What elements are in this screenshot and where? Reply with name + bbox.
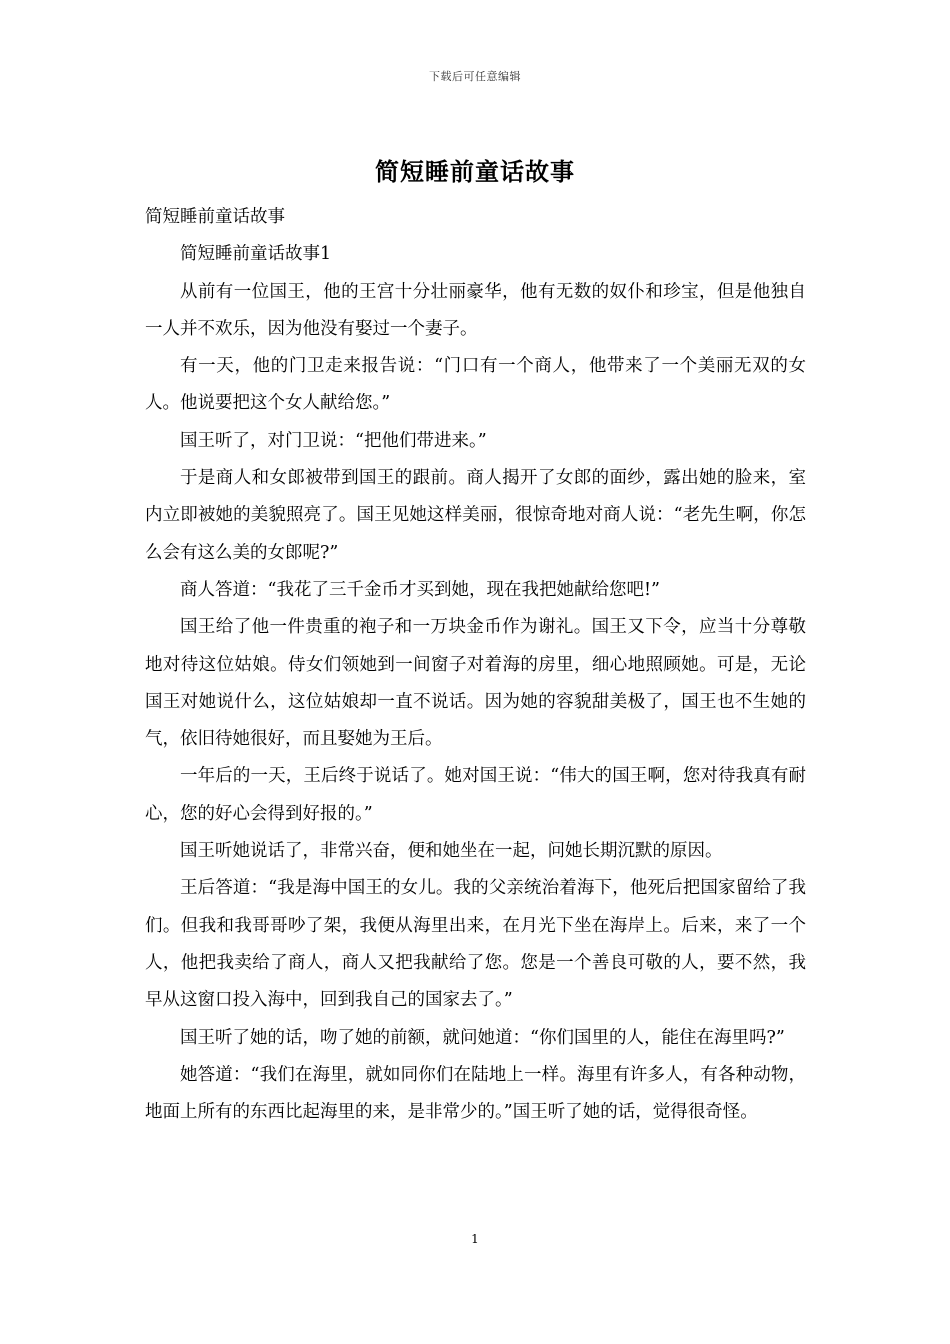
body-paragraph: 从前有一位国王，他的王宫十分壮丽豪华，他有无数的奴仆和珍宝，但是他独自一人并不欢乐，因为他没有娶过一个妻子。 <box>145 281 806 339</box>
story-heading: 简短睡前童话故事1 <box>180 244 332 265</box>
page-header-note: 下载后可任意编辑 <box>429 70 521 83</box>
body-paragraph: 商人答道：“我花了三千金币才买到她，现在我把她献给您吧!” <box>180 579 660 600</box>
body-paragraph: 国王听了她的话，吻了她的前额，就问她道：“你们国里的人，能住在海里吗?” <box>180 1027 785 1048</box>
document-body <box>145 199 806 1131</box>
body-paragraph: 有一天，他的门卫走来报告说：“门口有一个商人，他带来了一个美丽无双的女人。他说要把这个女人献给您。” <box>145 356 806 414</box>
document-title: 简短睡前童话故事 <box>375 157 575 186</box>
body-paragraph: 国王听她说话了，非常兴奋，便和她坐在一起，问她长期沉默的原因。 <box>180 841 723 862</box>
body-paragraph: 王后答道：“我是海中国王的女儿。我的父亲统治着海下，他死后把国家留给了我们。但我和我哥哥吵了架，我便从海里出来，在月光下坐在海岸上。后来，来了一个人，他把我卖给了商人，商人又把我献给了您。您是一个善良可敬的人，要不然，我早从这窗口投入海中，回到我自己的国家去了。” <box>145 878 806 1011</box>
subtitle-paragraph: 简短睡前童话故事 <box>145 207 285 227</box>
body-paragraph: 于是商人和女郎被带到国王的跟前。商人揭开了女郎的面纱，露出她的脸来，室内立即被她的美貌照亮了。国王见她这样美丽，很惊奇地对商人说：“老先生啊，你怎么会有这么美的女郎呢?” <box>145 468 806 563</box>
body-paragraph: 国王听了，对门卫说：“把他们带进来。” <box>180 430 487 451</box>
page-number: 1 <box>471 1232 479 1246</box>
body-paragraph: 一年后的一天，王后终于说话了。她对国王说：“伟大的国王啊，您对待我真有耐心，您的好心会得到好报的。” <box>145 766 806 824</box>
body-paragraph: 国王给了他一件贵重的袍子和一万块金币作为谢礼。国王又下令，应当十分尊敬地对待这位姑娘。侍女们领她到一间窗子对着海的房里，细心地照顾她。可是，无论国王对她说什么，这位姑娘却一直不说话。因为她的容貌甜美极了，国王也不生她的气，依旧待她很好，而且娶她为王后。 <box>145 617 806 750</box>
body-paragraph: 她答道：“我们在海里，就如同你们在陆地上一样。海里有许多人，有各种动物，地面上所有的东西比起海里的来，是非常少的。”国王听了她的话，觉得很奇怪。 <box>145 1064 806 1123</box>
